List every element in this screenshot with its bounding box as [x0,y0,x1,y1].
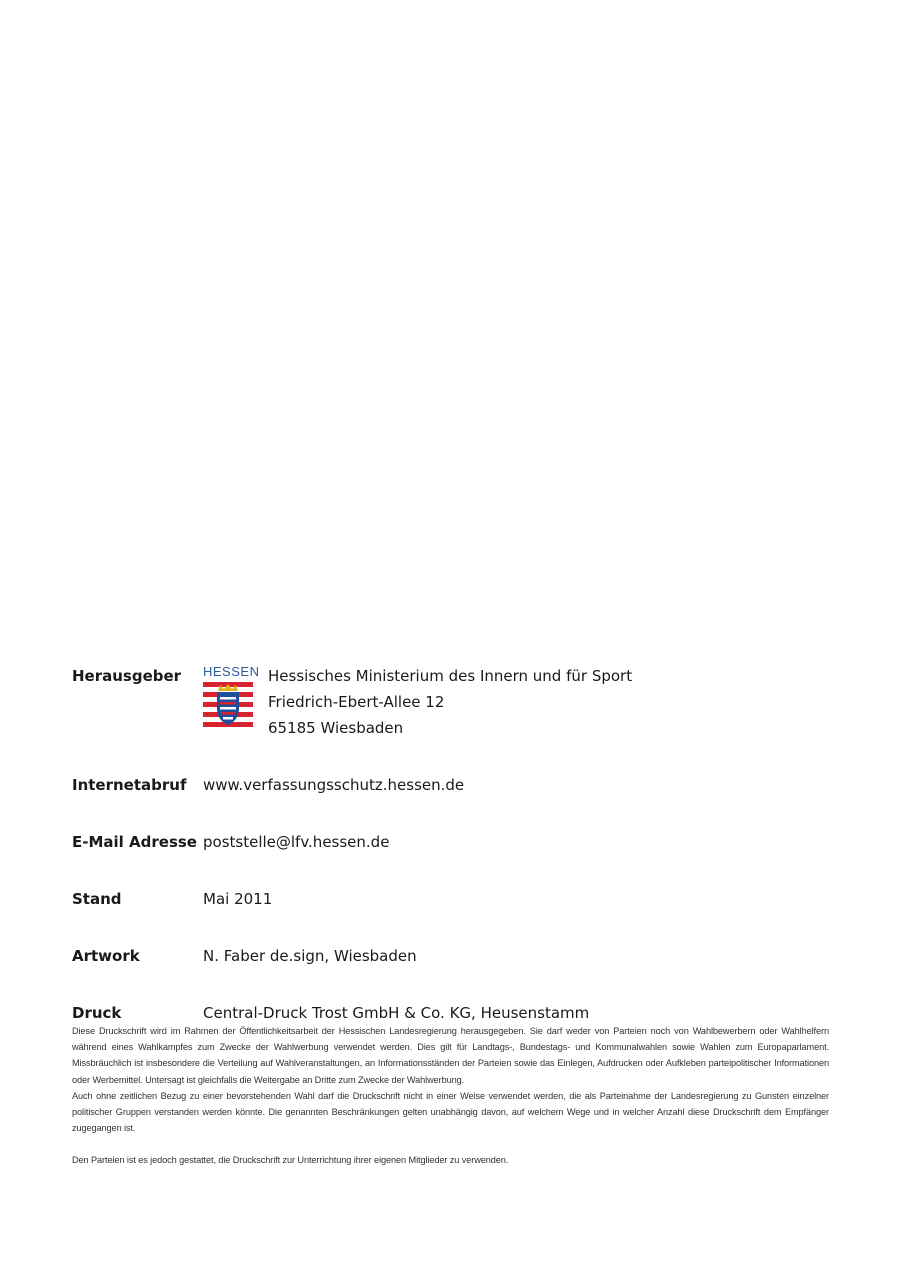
druck-value: Central-Druck Trost GmbH & Co. KG, Heusenstamm [203,1004,590,1022]
artwork-row [72,943,832,969]
hessen-logo-word: HESSEN [203,664,260,679]
artwork-label: Artwork [72,947,140,965]
publisher-street: Friedrich-Ebert-Allee 12 [268,693,445,711]
internet-label: Internetabruf [72,776,187,794]
publisher-name: Hessisches Ministerium des Innern und für Sport [268,667,633,685]
disclaimer-paragraph-1: Diese Druckschrift wird im Rahmen der Öffentlichkeitsarbeit der Hessischen Landesregierung herausgegeben. Sie darf weder von Parteien noch von Wahlbewerbern oder Wahlhelfern während eines Wahlkampfes zum Zwecke der Wahlwerbung verwendet werden. Dies gilt für Landtags-, Bundestags- und Kommunalwahlen sowie Wahlen zum Europaparlament. Missbräuchlich ist insbesondere die Verteilung auf Wahlveranstaltungen, an Informationsständen der Parteien sowie das Einlegen, Aufdrucken oder Aufkleben parteipolitischer Informationen oder Werbemittel. Untersagt ist gleichfalls die Weitergabe an Dritte zum Zwecke der Wahlwerbung. [72,1026,829,1085]
disclaimer-paragraph-2: Auch ohne zeitlichen Bezug zu einer bevorstehenden Wahl darf die Druckschrift nicht in einer Weise verwendet werden, die als Parteinahme der Landesregierung zu Gunsten einzelner politischer Gruppen verstanden werden könnte. Die genannten Beschränkungen gelten unabhängig davon, auf welchem Wege und in welcher Anzahl diese Druckschrift dem Empfänger zugegangen ist. [72,1090,829,1134]
publisher-row [72,663,832,741]
publisher-address [268,663,632,741]
email-label: E-Mail Adresse [72,833,197,851]
imprint-block [72,663,832,1057]
publisher-value [203,663,632,741]
internet-row [72,772,832,798]
email-link[interactable]: poststelle@lfv.hessen.de [203,833,390,851]
internet-link[interactable]: www.verfassungsschutz.hessen.de [203,776,465,794]
stand-value: Mai 2011 [203,890,273,908]
artwork-value: N. Faber de.sign, Wiesbaden [203,947,417,965]
disclaimer-paragraph-3: Den Parteien ist es jedoch gestattet, die Druckschrift zur Unterrichtung ihrer eigenen Mitglieder zu verwenden. [72,1155,509,1166]
publisher-city: 65185 Wiesbaden [268,719,404,737]
druck-label: Druck [72,1004,122,1022]
hessen-crest-icon [203,682,253,728]
stand-label: Stand [72,890,122,908]
disclaimer [72,1023,829,1169]
email-row [72,829,832,855]
stand-row [72,886,832,912]
publisher-label: Herausgeber [72,667,182,685]
hessen-logo [203,663,260,728]
